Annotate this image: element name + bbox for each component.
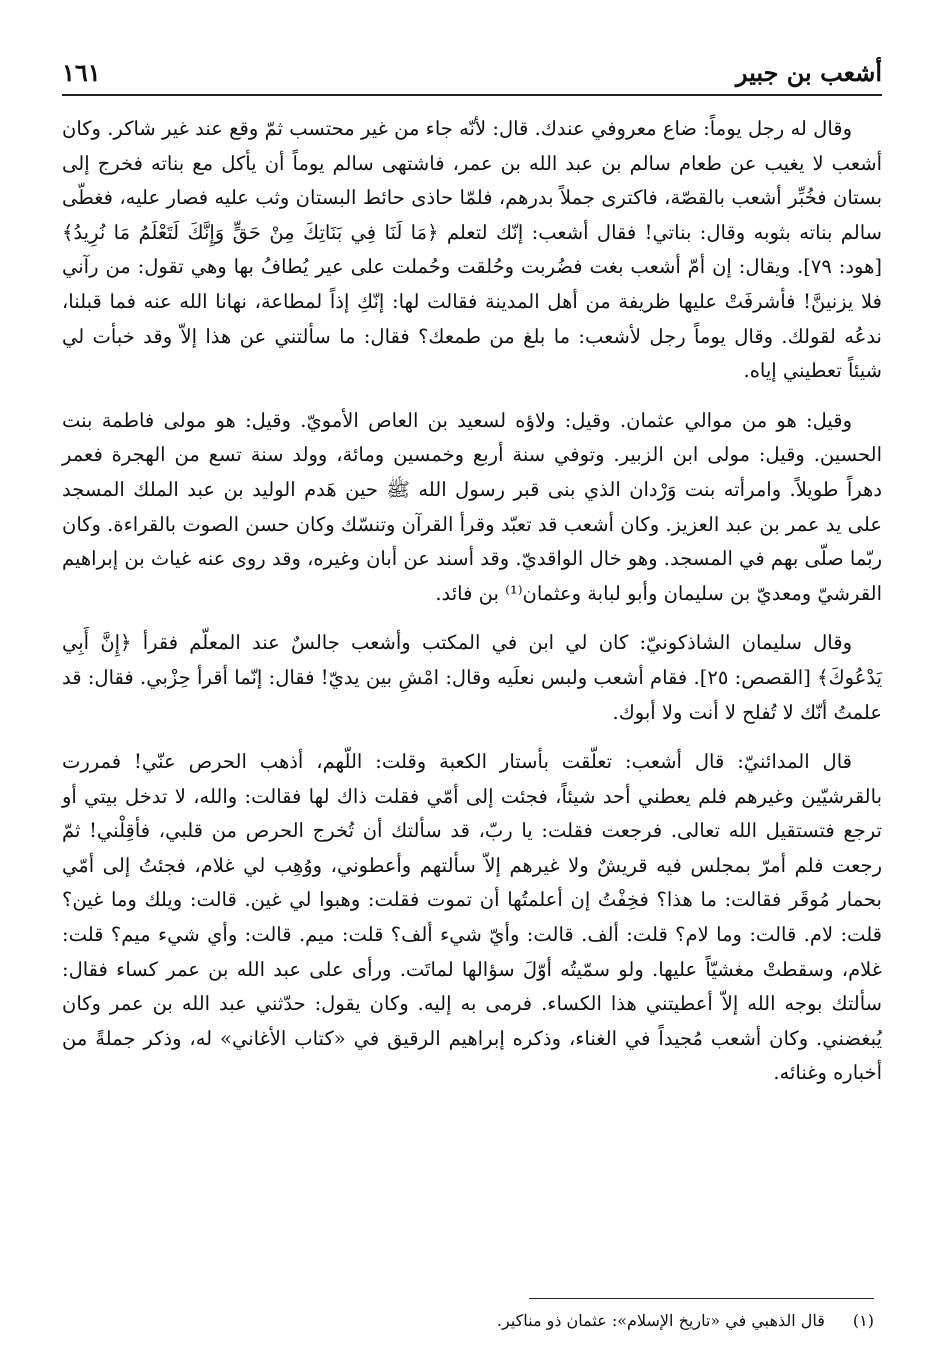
footnote-text: قال الذهبي في «تاريخ الإسلام»: عثمان ذو مناكير. <box>496 1311 825 1330</box>
paragraph-2: وقيل: هو من موالي عثمان. وقيل: ولاؤه لسعيد بن العاص الأمويّ. وقيل: هو مولى فاطمة بنت الحسين. وقيل: مولى ابن الزبير. وتوفي سنة أربع وخمسين ومائة، وولد سنة تسع من الهجرة فعمر دهراً طويلاً. وامرأته بنت وَرْدان الذي بنى قبر رسول الله ﷺ حين هَدم الوليد بن عبد الملك المسجد على يد عمر بن عبد العزيز. وكان أشعب قد تعبّد وقرأ القرآن وتنسّك وكان حسن الصوت بالقراءة. وكان ربّما صلّى بهم في المسجد. وهو خال الواقديّ. وقد أسند عن أبان وغيره، وقد روى عنه غياث بن إبراهيم القرشيّ ومعديّ بن سليمان وأبو لبابة وعثمان⁽¹⁾ بن فائد. <box>62 408 882 605</box>
paragraph-1: وقال له رجل يوماً: ضاع معروفي عندك. قال: لأنّه جاء من غير محتسب ثمّ وقع عند غير شاكر. وكان أشعب لا يغيب عن طعام سالم بن عبد الله بن عمر، فاشتهى سالم يوماً أن يأكل مع بناته فخرج إلى بستان فخُبِّر أشعب بالقصّة، فاكترى جملاً بدرهم، فلمّا حاذى حائط البستان وثب عليه فصار عليه، فغطّى سالم بناته بثوبه وقال: بناتي! فقال أشعب: إنّك لتعلم ﴿مَا لَنَا فِي بَنَاتِكَ مِنْ حَقٍّ وَإِنَّكَ لَتَعْلَمُ مَا نُرِيدُ﴾ [هود: ٧٩]. ويقال: إن أمّ أشعب بغت فضُربت وحُلقت وحُملت على عير يُطافُ بها وهي تقول: من رآني فلا يزنينَّ! فأشرفَتْ عليها ظريفة من أهل المدينة فقالت لها: إنّكِ إذاً لمطاعة، نهانا الله عنه فما قبلنا، ندعُه لقولك. وقال يوماً رجل لأشعب: ما بلغ من طمعك؟ فقال: ما سألتني عن هذا إلاّ وقد خبأت لي شيئاً تعطيني إياه. <box>62 117 882 383</box>
paragraph-4: قال المدائنيّ: قال أشعب: تعلّقت بأستار الكعبة وقلت: اللّهم، أذهب الحرص عنّي! فمررت بالقرشيّين وغيرهم فلم يعطني أحد شيئاً، فجئت إلى أمّي فقلت ذاك لها فقالت: والله، لا تدخل بيتي أو ترجع فتستقيل الله تعالى. فرجعت فقلت: يا ربّ، قد سألتك أن تُخرج الحرص من قلبي، فأقِلْني! ثمّ رجعت فلم أمرّ بمجلس فيه قريشٌ ولا غيرهم إلاّ سألتهم وأعطوني، ووُهِب لي غلام، فجئتُ إلى أمّي بحمار مُوقَر فقالت: ما هذا؟ فخِفْتُ إن أعلمتُها أن تموت فقلت: وهبوا لي غين. قالت: ويلك وما غين؟ قلت: لام. قالت: وما لام؟ قلت: ألف. قالت: وأيّ شيء ألف؟ قلت: ميم. قالت: وأي شيء ميم؟ قلت: غلام، وسقطتْ مغشيّاً عليها. ولو سمّيتُه أوّلَ سؤالها لماتَت. ورأى على عبد الله بن عمر كساء فقال: سألتك بوجه الله إلاّ أعطيتني هذا الكساء. فرمى به إليه. وكان يقول: حدّثني عبد الله بن عمر وكان يُبغضني. وكان أشعب مُجيداً في الغناء، وذكره إبراهيم الرقيق في «كتاب الأغاني» له، وذكر جملةً من أخباره وغنائه. <box>62 750 882 1085</box>
footnote <box>54 1306 874 1336</box>
footnote-number: (١) <box>852 1311 874 1330</box>
footnote-divider <box>529 1298 874 1299</box>
page-number: ١٦١ <box>62 58 101 87</box>
running-title: أشعب بن جبير <box>735 58 882 87</box>
paragraph-3: وقال سليمان الشاذكونيّ: كان لي ابن في المكتب وأشعب جالسٌ عند المعلّم فقرأ ﴿إِنَّ أَبِي يَدْعُوكَ﴾ [القصص: ٢٥]. فقام أشعب ولبس نعلَيه وقال: امْشِ بين يديّ! فقال: إنّما أقرأ حِزْبي. فقال: قد علمتُ أنّك لا تُفلح لا أنت ولا أبوك. <box>62 631 883 724</box>
page-header <box>62 52 882 96</box>
body-text <box>62 112 882 1091</box>
